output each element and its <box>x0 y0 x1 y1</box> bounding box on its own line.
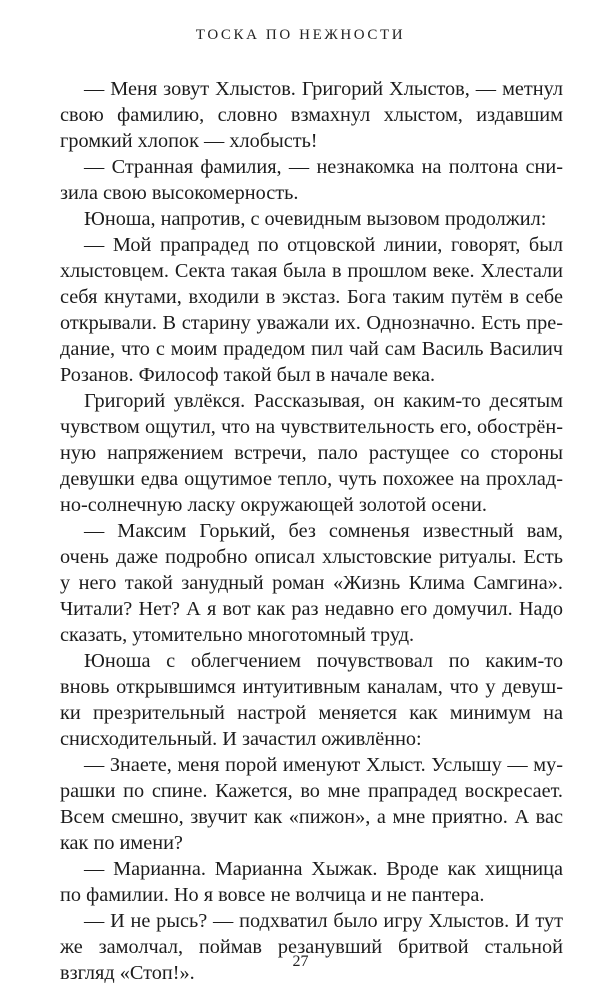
paragraph: — Мой прапрадед по отцовской линии, говорят, был хлыстовцем. Секта такая была в прошлом веке. Хлестали себя кнутами, входили в экстаз. Бога таким путём в себе открывали. В старину уважали их. Однозначно. Есть предание, что с моим прадедом пил чай сам Василь Василич Розанов. Философ такой был в начале века. <box>60 234 563 386</box>
paragraph: — Марианна. Марианна Хыжак. Вроде как хищница по фамилии. Но я вовсе не волчица и не пантера. <box>60 858 563 906</box>
paragraph: Григорий увлёкся. Рассказывая, он каким-то десятым чувством ощутил, что на чувствительность его, обострённую напряжением встречи, пало растущее со стороны девушки едва ощутимое тепло, чуть похожее на прохладно-солнечную ласку окружающей золотой осени. <box>60 390 563 516</box>
paragraph: — Меня зовут Хлыстов. Григорий Хлыстов, — метнул свою фамилию, словно взмахнул хлыстом, издавшим громкий хлопок — хлобысть! <box>60 78 563 152</box>
page-number: 27 <box>292 953 309 970</box>
paragraph: — И не рысь? — подхватил было игру Хлыстов. И тут же замолчал, поймав резанувший бритвой стальной взгляд «Стоп!». <box>60 910 563 984</box>
paragraph: — Максим Горький, без сомненья известный вам, очень даже подробно описал хлыстовские ритуалы. Есть у него такой занудный роман «Жизнь Клима Самгина». Читали? Нет? А я вот как раз недавно его домучил. Надо сказать, утомительно многотомный труд. <box>60 520 563 646</box>
paragraph: — Знаете, меня порой именуют Хлыст. Услышу — мурашки по спине. Кажется, во мне прапрадед воскресает. Всем смешно, звучит как «пижон», а мне приятно. А вас как по имени? <box>60 754 563 854</box>
paragraph: Юноша, напротив, с очевидным вызовом продолжил: <box>84 208 547 230</box>
paragraph: Юноша с облегчением почувствовал по каким-то вновь открывшимся интуитивным каналам, что у девушки презрительный настрой меняется как минимум на снисходительный. И зачастил оживлённо: <box>60 650 563 750</box>
running-header: ТОСКА ПО НЕЖНОСТИ <box>195 27 406 43</box>
paragraph: — Странная фамилия, — незнакомка на полтона снизила свою высокомерность. <box>60 156 563 204</box>
body-text <box>60 76 563 986</box>
